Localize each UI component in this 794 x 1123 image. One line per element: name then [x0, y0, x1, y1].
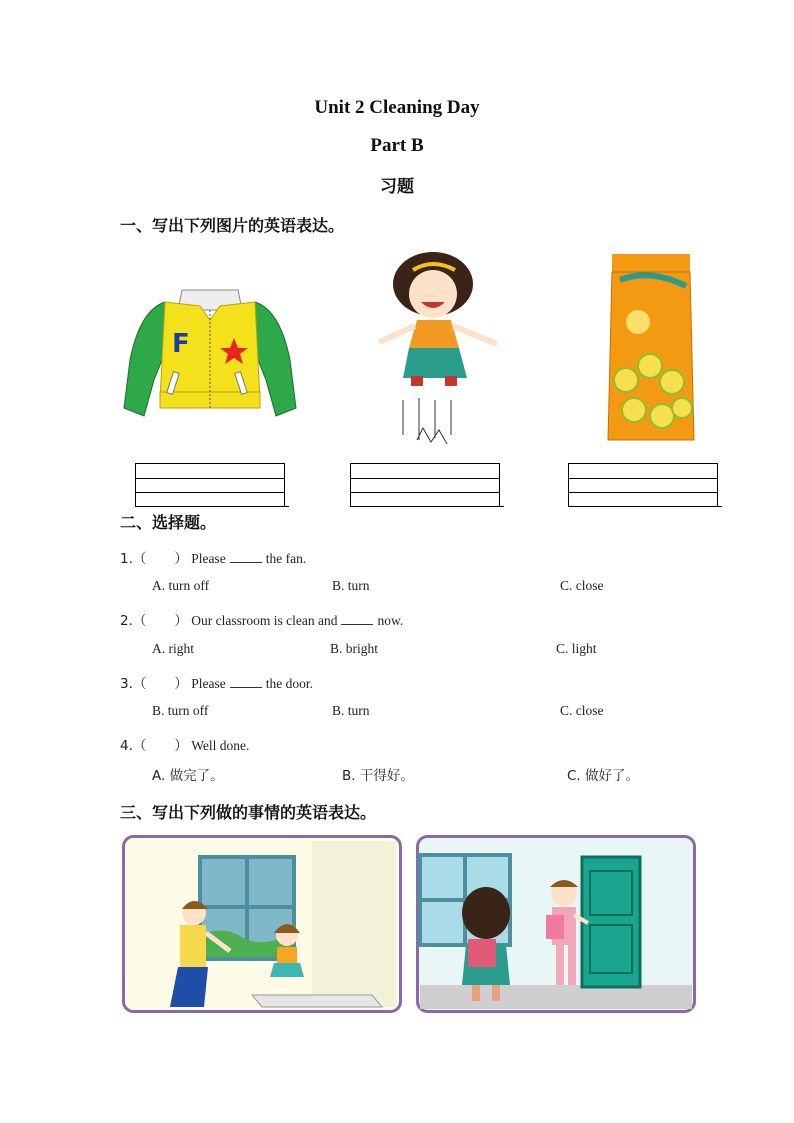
- question-2-number: 2.（: [120, 613, 147, 629]
- answer-baseline-2: [350, 506, 504, 507]
- q4-option-b[interactable]: B. 干得好。: [342, 768, 414, 784]
- answer-lines-2[interactable]: [350, 463, 500, 507]
- jacket-picture: [120, 280, 300, 425]
- answer-lines-1[interactable]: [135, 463, 285, 507]
- q2-option-b[interactable]: B. bright: [330, 641, 379, 656]
- unit-title: Unit 2 Cleaning Day: [314, 97, 480, 118]
- q1-option-a[interactable]: A. turn off: [152, 578, 210, 593]
- svg-text:F: F: [172, 329, 190, 359]
- q2-option-a[interactable]: A. right: [152, 641, 194, 656]
- question-3-blank[interactable]: [230, 677, 262, 688]
- q3-option-b[interactable]: B. turn: [332, 703, 370, 718]
- question-3: 3.（ ） Please the door.: [120, 676, 314, 692]
- section3-heading: 三、写出下列做的事情的英语表达。: [120, 803, 377, 822]
- question-3-number: 3.（: [120, 676, 147, 692]
- q3-option-c[interactable]: C. close: [560, 703, 604, 718]
- q4-option-c[interactable]: C. 做好了。: [567, 768, 640, 784]
- part-title: Part B: [370, 135, 424, 156]
- exercise-subtitle: 习题: [380, 177, 414, 197]
- jumping-girl-picture: [375, 250, 505, 455]
- question-4: 4.（ ） Well done.: [120, 738, 250, 754]
- answer-lines-3[interactable]: [568, 463, 718, 507]
- teacher-opening-window-picture: [122, 835, 402, 1013]
- juice-carton-picture: [590, 250, 710, 450]
- question-2: 2.（ ） Our classroom is clean and now.: [120, 613, 404, 629]
- question-2-blank[interactable]: [341, 614, 373, 625]
- question-1-blank[interactable]: [230, 552, 262, 563]
- question-4-number: 4.（: [120, 738, 147, 754]
- q4-option-a[interactable]: A. 做完了。: [152, 768, 224, 784]
- q1-option-c[interactable]: C. close: [560, 578, 604, 593]
- q3-option-a[interactable]: B. turn off: [152, 703, 209, 718]
- q2-option-c[interactable]: C. light: [556, 641, 597, 656]
- answer-baseline-1: [135, 506, 289, 507]
- question-1-number: 1.（: [120, 551, 147, 567]
- girls-by-door-picture: [416, 835, 696, 1013]
- q1-option-b[interactable]: B. turn: [332, 578, 370, 593]
- section2-heading: 二、选择题。: [120, 513, 217, 532]
- answer-baseline-3: [568, 506, 722, 507]
- section1-heading: 一、写出下列图片的英语表达。: [120, 216, 345, 235]
- question-1: 1.（ ） Please the fan.: [120, 551, 307, 567]
